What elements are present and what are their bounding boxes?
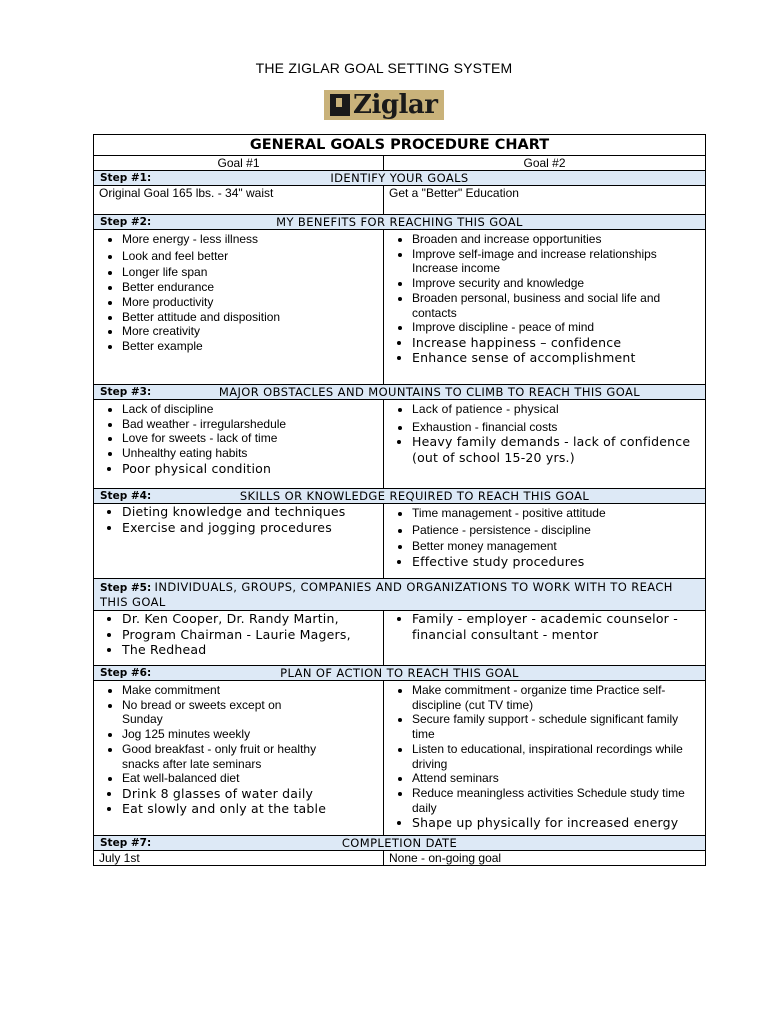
list-item: • Better example [122, 339, 378, 354]
step-4-goal2-list [389, 506, 700, 570]
list-item: • More productivity [122, 295, 378, 310]
step-7-goal2-text: None - on-going goal [389, 851, 502, 865]
list-item: • Better endurance [122, 280, 378, 295]
list-item: • Eat well-balanced diet [122, 771, 378, 786]
step-2-header-row [94, 215, 706, 230]
list-item: • Bad weather - irregularshedule [122, 417, 378, 432]
list-item: • Unhealthy eating habits [122, 446, 378, 461]
step-7-goal1-text: July 1st [99, 851, 140, 865]
list-item: • Better attitude and disposition [122, 310, 378, 325]
step-4-heading: SKILLS OR KNOWLEDGE REQUIRED TO REACH THIS GOAL [239, 489, 590, 503]
step-4-content-row [94, 504, 706, 579]
list-item: • The Redhead [122, 642, 378, 658]
step-6-goal1-list [99, 683, 378, 817]
list-item: • Shape up physically for increased energy [412, 815, 700, 831]
list-item: • Longer life span [122, 265, 378, 280]
step-7-heading: COMPLETION DATE [341, 836, 458, 850]
goals-procedure-chart [93, 134, 706, 866]
step-4-label: Step #4: [100, 490, 152, 502]
goal1-header: Goal #1 [94, 156, 384, 171]
ziglar-logo [324, 90, 444, 120]
step-2-content-row [94, 230, 706, 385]
list-item: • More energy - less illness [122, 232, 378, 247]
ziglar-logo-mark-icon [330, 94, 350, 116]
list-item: • Poor physical condition [122, 461, 378, 477]
list-item: • Lack of discipline [122, 402, 378, 417]
list-item: • Improve security and knowledge [412, 276, 700, 291]
list-item: • Increase happiness – confidence [412, 335, 700, 351]
step-1-header-row [94, 171, 706, 186]
document-title: THE ZIGLAR GOAL SETTING SYSTEM [255, 60, 513, 76]
list-item: • Patience - persistence - discipline [412, 523, 700, 538]
step-3-content-row [94, 400, 706, 489]
list-item: • Improve discipline - peace of mind [412, 320, 700, 335]
list-item: • Attend seminars [412, 771, 700, 786]
list-item: • No bread or sweets except on Sunday [122, 698, 378, 727]
list-item: • Listen to educational, inspirational recordings while driving [412, 742, 700, 771]
step-1-goal2-text: Get a "Better" Education [389, 186, 519, 200]
list-item: • Broaden personal, business and social life and contacts [412, 291, 700, 320]
list-item: • Good breakfast - only fruit or healthy snacks after late seminars [122, 742, 378, 771]
step-7-label: Step #7: [100, 837, 152, 849]
step-7-content-row [94, 851, 706, 866]
list-item: • Secure family support - schedule significant family time [412, 712, 700, 741]
step-1-goal1-text: Original Goal 165 lbs. - 34" waist [99, 186, 274, 200]
step-6-heading: PLAN OF ACTION TO REACH THIS GOAL [280, 666, 519, 680]
chart-title: GENERAL GOALS PROCEDURE CHART [94, 135, 706, 156]
step-1-label: Step #1: [100, 172, 152, 184]
step-3-goal1-list [99, 402, 378, 476]
list-item: • Make commitment [122, 683, 378, 698]
list-item: • Better money management [412, 539, 700, 554]
list-item: • Look and feel better [122, 249, 378, 264]
step-2-label: Step #2: [100, 216, 152, 228]
step-1-heading: IDENTIFY YOUR GOALS [330, 171, 469, 185]
list-item: • Dr. Ken Cooper, Dr. Randy Martin, [122, 611, 378, 627]
step-6-goal2-list [389, 683, 700, 831]
step-1-content-row [94, 186, 706, 215]
list-item: • Lack of patience - physical [412, 402, 700, 418]
step-3-header-row [94, 385, 706, 400]
step-4-header-row [94, 489, 706, 504]
list-item: • Exercise and jogging procedures [122, 520, 378, 536]
step-3-heading: MAJOR OBSTACLES AND MOUNTAINS TO CLIMB TO REACH THIS GOAL [218, 385, 641, 399]
step-5-label: Step #5: [100, 582, 152, 594]
step-2-goal1-list [99, 232, 378, 354]
list-item: • More creativity [122, 324, 378, 339]
step-6-label: Step #6: [100, 667, 152, 679]
step-5-goal2-list [389, 611, 700, 642]
goal2-header: Goal #2 [384, 156, 706, 171]
step-2-goal2-list [389, 232, 700, 366]
list-item: • Love for sweets - lack of time [122, 431, 378, 446]
list-item: • Heavy family demands - lack of confidence (out of school 15-20 yrs.) [412, 434, 700, 465]
list-item: • Eat slowly and only at the table [122, 801, 378, 817]
list-item: • Drink 8 glasses of water daily [122, 786, 378, 802]
step-6-content-row [94, 681, 706, 836]
list-item: • Make commitment - organize time Practice self-discipline (cut TV time) [412, 683, 700, 712]
list-item: • Time management - positive attitude [412, 506, 700, 521]
step-3-goal2-list [389, 402, 700, 465]
list-item: • Exhaustion - financial costs [412, 420, 700, 435]
step-5-header-row [94, 579, 706, 611]
list-item: • Broaden and increase opportunities [412, 232, 700, 247]
list-item: • Family - employer - academic counselor - financial consultant - mentor [412, 611, 700, 642]
list-item: • Effective study procedures [412, 554, 700, 570]
list-item: • Reduce meaningless activities Schedule study time daily [412, 786, 700, 815]
step-3-label: Step #3: [100, 386, 152, 398]
step-5-heading: INDIVIDUALS, GROUPS, COMPANIES AND ORGANIZATIONS TO WORK WITH TO REACH THIS GOAL [100, 580, 673, 609]
list-item: • Enhance sense of accomplishment [412, 350, 700, 366]
step-5-goal1-list [99, 611, 378, 658]
step-6-header-row [94, 666, 706, 681]
step-4-goal1-list [99, 504, 378, 535]
step-2-heading: MY BENEFITS FOR REACHING THIS GOAL [276, 215, 523, 229]
list-item: • Jog 125 minutes weekly [122, 727, 378, 742]
list-item: • Program Chairman - Laurie Magers, [122, 627, 378, 643]
step-5-content-row [94, 611, 706, 666]
ziglar-logo-text: Ziglar [353, 90, 438, 120]
step-7-header-row [94, 836, 706, 851]
list-item: • Dieting knowledge and techniques [122, 504, 378, 520]
list-item: • Improve self-image and increase relationships Increase income [412, 247, 700, 276]
